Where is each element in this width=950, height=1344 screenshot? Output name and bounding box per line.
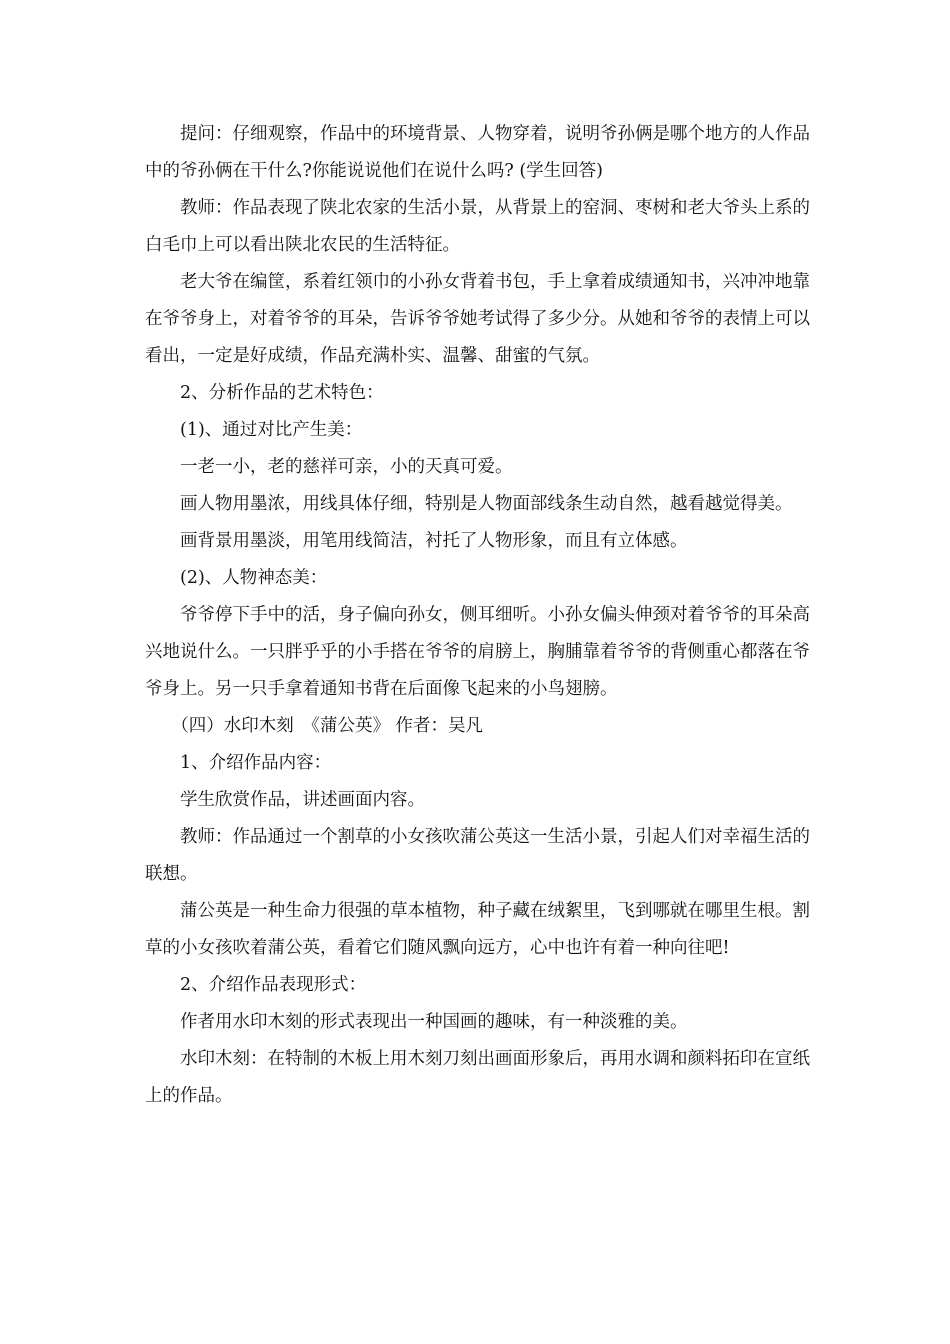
section-heading-dandelion: （四）水印木刻 《蒲公英》 作者：吴凡 [171, 716, 484, 736]
paragraph-teacher-dandelion: 教师：作品通过一个割草的小女孩吹蒲公英这一生活小景，引起人们对幸福生活的联想。 [145, 827, 810, 884]
paragraph-contrast: 一老一小，老的慈祥可亲，小的天真可爱。 [180, 457, 513, 477]
heading-form-intro: 2、介绍作品表现形式： [180, 975, 367, 995]
paragraph-expression: 爷爷停下手中的活，身子偏向孙女，侧耳细听。小孙女偏头伸颈对着爷爷的耳朵高兴地说什么。一只胖乎乎的小手搭在爷爷的肩膀上，胸脯靠着爷爷的背侧重心都落在爷爷身上。另一只手拿着通知书背在后面像飞起来的小鸟翅膀。 [145, 605, 810, 699]
paragraph-dandelion-description: 蒲公英是一种生命力很强的草本植物，种子藏在绒絮里，飞到哪就在哪里生根。割草的小女孩吹着蒲公英，看着它们随风飘向远方，心中也许有着一种向往吧! [145, 901, 810, 958]
paragraph-background-ink: 画背景用墨淡，用笔用线简洁，衬托了人物形象，而且有立体感。 [180, 531, 688, 551]
subheading-expression: (2)、人物神态美： [180, 568, 328, 588]
paragraph-woodcut-definition: 水印木刻：在特制的木板上用木刻刀刻出画面形象后，再用水调和颜料拓印在宣纸上的作品。 [145, 1049, 810, 1106]
paragraph-form: 作者用水印木刻的形式表现出一种国画的趣味，有一种淡雅的美。 [180, 1012, 688, 1032]
heading-art-features: 2、分析作品的艺术特色： [180, 383, 384, 403]
paragraph-student-activity: 学生欣赏作品，讲述画面内容。 [180, 790, 425, 810]
heading-content-intro: 1、介绍作品内容： [180, 753, 332, 773]
paragraph-teacher-explanation: 教师：作品表现了陕北农家的生活小景，从背景上的窑洞、枣树和老大爷头上系的白毛巾上可以看出陕北农民的生活特征。 [145, 198, 810, 255]
subheading-contrast: (1)、通过对比产生美： [180, 420, 363, 440]
paragraph-description: 老大爷在编筐，系着红领巾的小孙女背着书包，手上拿着成绩通知书，兴冲冲地靠在爷爷身上，对着爷爷的耳朵，告诉爷爷她考试得了多少分。从她和爷爷的表情上可以看出，一定是好成绩，作品充满朴实、温馨、甜蜜的气氛。 [145, 272, 810, 366]
paragraph-question: 提问：仔细观察，作品中的环境背景、人物穿着，说明爷孙俩是哪个地方的人作品中的爷孙俩在干什么?你能说说他们在说什么吗? (学生回答) [145, 124, 810, 181]
paragraph-figures-ink: 画人物用墨浓，用线具体仔细，特别是人物面部线条生动自然，越看越觉得美。 [180, 494, 793, 514]
document-page [145, 116, 810, 1115]
